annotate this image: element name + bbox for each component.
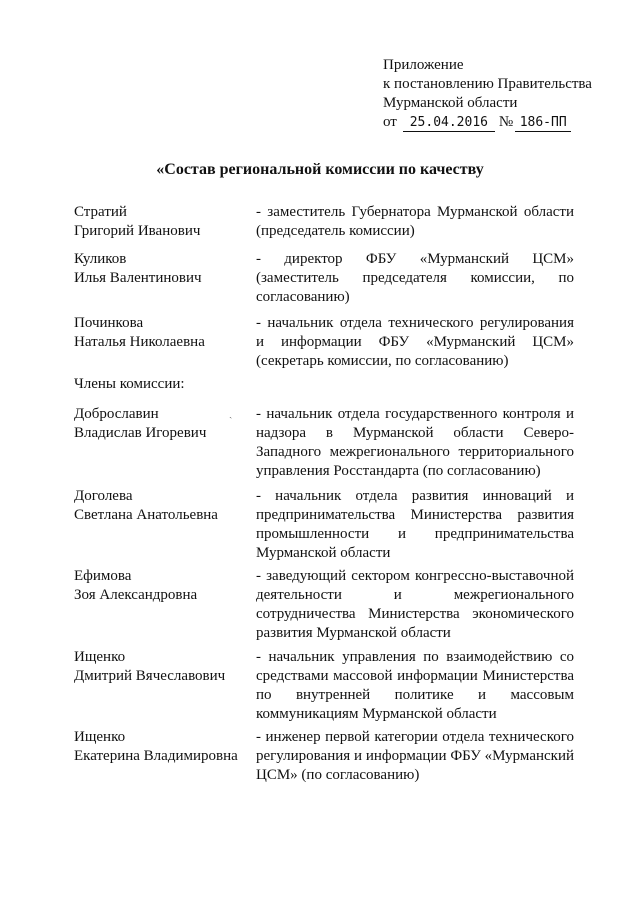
member-name bbox=[74, 728, 254, 766]
member-role: - заведующий сектором конгрессно-выставочной деятельности и межрегионального сотрудничества Министерства экономического развития Мурманской области bbox=[256, 568, 574, 641]
appendix-date-line bbox=[383, 113, 633, 132]
pen-mark-icon: ˏ bbox=[229, 408, 233, 419]
resolution-number: 186-ПП bbox=[515, 115, 571, 132]
member-name bbox=[74, 567, 254, 605]
member-surname: Доброславин bbox=[74, 406, 159, 422]
resolution-date: 25.04.2016 bbox=[403, 115, 495, 132]
from-label: от bbox=[383, 114, 397, 130]
member-name bbox=[74, 314, 254, 352]
appendix-resolution-line: к постановлению Правительства bbox=[383, 76, 592, 92]
member-surname: Ищенко bbox=[74, 729, 126, 745]
member-name bbox=[74, 648, 254, 686]
member-given-name: Илья Валентинович bbox=[74, 270, 202, 286]
member-surname: Починкова bbox=[74, 315, 144, 331]
number-sign: № bbox=[498, 114, 514, 130]
members-label: Члены комиссии: bbox=[74, 376, 185, 392]
appendix-region-line: Мурманской области bbox=[383, 95, 518, 111]
member-surname: Куликов bbox=[74, 251, 127, 267]
document-title: «Состав региональной комиссии по качеству bbox=[156, 161, 484, 178]
member-given-name: Дмитрий Вячеславович bbox=[74, 668, 226, 684]
member-name bbox=[74, 203, 254, 241]
member-role: - заместитель Губернатора Мурманской области (председатель комиссии) bbox=[256, 204, 574, 239]
member-role: - начальник управления по взаимодействию со средствами массовой информации Министерства по внутренней политике и массовым коммуникациям Мурманской области bbox=[256, 649, 574, 722]
member-surname: Ефимова bbox=[74, 568, 132, 584]
appendix-heading: Приложение bbox=[383, 57, 464, 73]
member-given-name: Светлана Анатольевна bbox=[74, 507, 218, 523]
member-given-name: Екатерина Владимировна bbox=[74, 748, 238, 764]
appendix-block bbox=[383, 56, 633, 132]
member-given-name: Зоя Александровна bbox=[74, 587, 198, 603]
member-name bbox=[74, 250, 254, 288]
member-role: - директор ФБУ «Мурманский ЦСМ» (заместитель председателя комиссии, по согласованию) bbox=[256, 251, 574, 305]
member-role: - инженер первой категории отдела технического регулирования и информации ФБУ «Мурманский ЦСМ» (по согласованию) bbox=[256, 729, 574, 783]
member-given-name: Григорий Иванович bbox=[74, 223, 201, 239]
member-given-name: Владислав Игоревич bbox=[74, 425, 207, 441]
member-surname: Ищенко bbox=[74, 649, 126, 665]
member-surname: Стратий bbox=[74, 204, 127, 220]
member-role: - начальник отдела технического регулирования и информации ФБУ «Мурманский ЦСМ» (секретарь комиссии, по согласованию) bbox=[256, 315, 574, 369]
member-role: - начальник отдела государственного контроля и надзора в Мурманской области Северо-Западного межрегионального территориального управления Росстандарта (по согласованию) bbox=[256, 406, 574, 479]
member-name bbox=[74, 487, 254, 525]
member-role: - начальник отдела развития инноваций и предпринимательства Министерства развития промышленности и предпринимательства Мурманской области bbox=[256, 488, 574, 561]
member-given-name: Наталья Николаевна bbox=[74, 334, 205, 350]
member-surname: Доголева bbox=[74, 488, 133, 504]
member-name bbox=[74, 405, 254, 443]
